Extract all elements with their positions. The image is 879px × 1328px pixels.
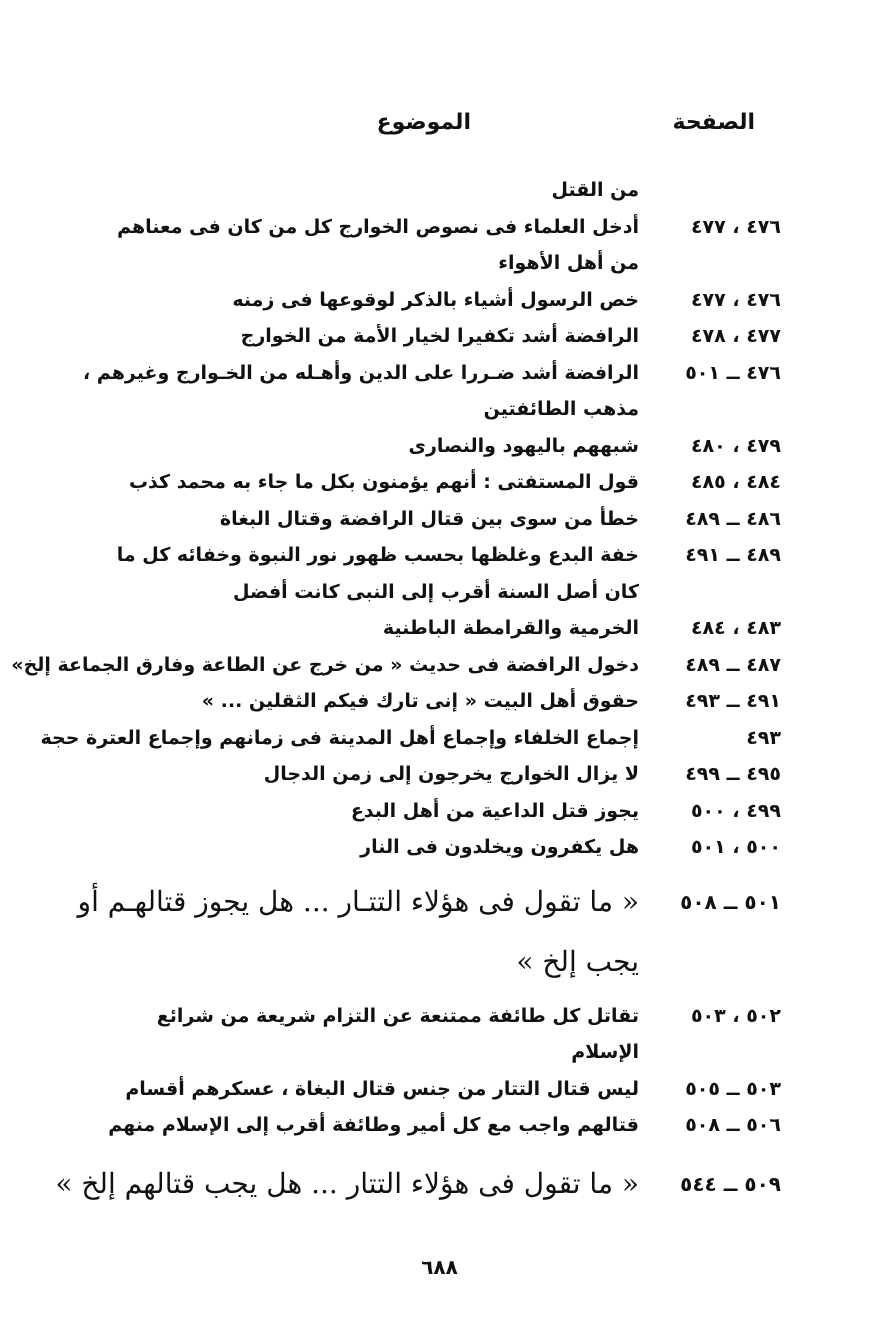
index-entry [61,683,781,720]
index-entry [61,209,781,282]
index-entry [61,501,781,538]
entry-topic: من القتل [551,179,639,201]
page-number: ٦٨٨ [421,1255,458,1279]
entry-topic: لا يزال الخوارج يخرجون إلى زمن الدجال [263,763,639,785]
entry-page-range: ٤٨٣ ، ٤٨٤ [690,617,781,639]
entry-page-range: ٤٨٦ ــ ٤٨٩ [685,507,781,530]
index-entry [61,998,781,1071]
entry-topic: شبههم باليهود والنصارى [408,434,639,457]
entry-topic: الرافضة أشد تكفيرا لخيار الأمة من الخوارج [240,325,639,347]
entry-page-range: ٥٠١ ــ ٥٠٨ [680,889,781,914]
entry-topic: يجوز قتل الداعية من أهل البدع [350,799,639,822]
entry-topic: الرافضة أشد ضـررا على الدين وأهـله من الخـوارج وغيرهم ، مذهب الطائفتين [83,361,639,420]
entry-topic: أدخل العلماء فى نصوص الخوارج كل من كان فى معناهم من أهل الأهواء [117,215,639,274]
index-entry-large [61,872,781,992]
index-entry [11,647,781,684]
entry-page-range: ٥٠٦ ــ ٥٠٨ [685,1114,781,1136]
entry-topic: « ما تقول فى هؤلاء التتار ... هل يجب قتالهم إلخ » [55,1166,639,1200]
column-header-topic: الموضوع [376,110,471,135]
index-entry [61,318,781,355]
index-entry [61,464,781,501]
entry-topic: قول المستفتى : أنهم يؤمنون بكل ما جاء به محمد كذب [128,471,639,493]
index-entry [61,829,781,866]
index-entry [61,610,781,647]
entry-topic: دخول الرافضة فى حديث « من خرج عن الطاعة وفارق الجماعة إلخ» [11,653,639,676]
index-entry [61,355,781,428]
entry-topic: خص الرسول أشياء بالذكر لوقوعها فى زمنه [232,288,639,311]
entry-topic: قتالهم واجب مع كل أمير وطائفة أقرب إلى الإسلام منهم [108,1114,639,1136]
entry-page-range: ٥٠٢ ، ٥٠٣ [690,1004,781,1027]
entry-page-range: ٤٨٤ ، ٤٨٥ [690,471,781,493]
index-entry-large [55,1154,781,1214]
entry-topic: حقوق أهل البيت « إنى تارك فيكم الثقلين ... » [201,690,639,712]
index-entry [61,537,781,610]
entry-page-range: ٤٧٦ ، ٤٧٧ [690,215,781,238]
entry-topic: الخرمية والقرامطة الباطنية [382,617,639,639]
entry-page-range: ٤٩٩ ، ٥٠٠ [690,799,781,822]
index-entry [40,720,781,757]
index-entry [61,1071,781,1108]
entry-topic: خفة البدع وغلظها بحسب ظهور نور النبوة وخفائه كل ما كان أصل السنة أقرب إلى النبى كانت أفضل [116,544,639,603]
column-header-page: الصفحة [672,110,755,135]
index-entries [11,172,781,1214]
index-entry [61,1107,781,1144]
entry-topic: إجماع الخلفاء وإجماع أهل المدينة فى زمانهم وإجماع العترة حجة [40,726,639,749]
entry-page-range: ٤٩١ ــ ٤٩٣ [685,690,781,712]
entry-page-range: ٤٧٦ ــ ٥٠١ [685,361,781,384]
index-entry [61,756,781,793]
entry-page-range: ٤٧٦ ، ٤٧٧ [690,288,781,311]
entry-page-range: ٤٩٥ ــ ٤٩٩ [685,763,781,785]
entry-page-range: ٥٠٩ ــ ٥٤٤ [680,1171,781,1196]
entry-topic: « ما تقول فى هؤلاء التتـار ... هل يجوز قتالهـم أو يجب إلخ » [77,884,639,978]
entry-page-range: ٥٠٠ ، ٥٠١ [690,836,781,858]
entry-page-range: ٥٠٣ ــ ٥٠٥ [685,1077,781,1100]
entry-topic: ليس قتال التتار من جنس قتال البغاة ، عسكرهم أقسام [125,1077,639,1100]
entry-page-range: ٤٧٩ ، ٤٨٠ [690,434,781,457]
index-entry [61,282,781,319]
index-entry [61,793,781,830]
entry-page-range: ٤٩٣ [746,726,781,749]
entry-page-range: ٤٨٩ ــ ٤٩١ [685,544,781,566]
index-entry [61,428,781,465]
entry-page-range: ٤٨٧ ــ ٤٨٩ [685,653,781,676]
entry-page-range: ٤٧٧ ، ٤٧٨ [690,325,781,347]
entry-topic: تقاتل كل طائفة ممتنعة عن التزام شريعة من شرائع الإسلام [156,1004,639,1063]
index-entry [61,172,781,209]
entry-topic: خطأ من سوى بين قتال الرافضة وقتال البغاة [219,507,639,530]
entry-topic: هل يكفرون ويخلدون فى النار [360,836,639,858]
